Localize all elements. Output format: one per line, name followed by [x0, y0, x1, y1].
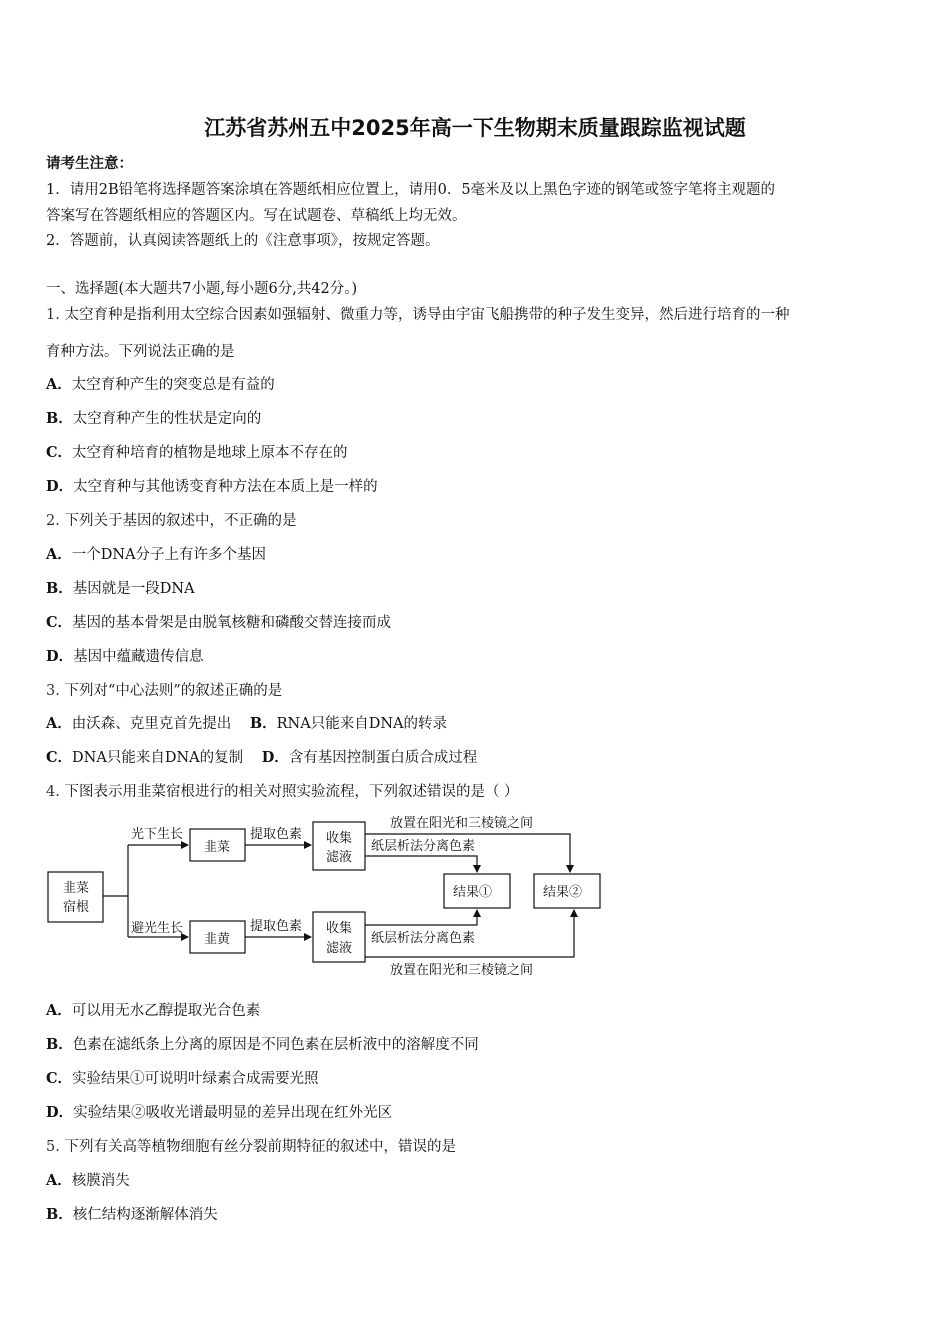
- option-key: A．: [46, 1172, 72, 1189]
- section-heading: 一、选择题(本大题共7小题,每小题6分,共42分。): [46, 281, 358, 297]
- prism-label-top: 放置在阳光和三棱镜之间: [390, 816, 534, 831]
- question-4-option-b: [46, 1033, 479, 1054]
- question-text: 下列关于基因的叙述中，不正确的是: [64, 513, 297, 529]
- collect-label-bottom-line-2: 滤液: [326, 941, 353, 956]
- option-text: 太空育种产生的性状是定向的: [72, 411, 262, 427]
- option-text: 太空育种与其他诱变育种方法在本质上是一样的: [73, 479, 378, 495]
- prism-label-bottom: 放置在阳光和三棱镜之间: [390, 963, 534, 978]
- collect-label-bottom-line-1: 收集: [326, 921, 353, 936]
- option-key: B．: [46, 1036, 73, 1053]
- option-key: D．: [46, 648, 74, 665]
- question-1-stem-continued: 育种方法。下列说法正确的是: [46, 344, 235, 360]
- option-text: 由沃森、克里克首先提出: [71, 716, 232, 732]
- option-text: 一个DNA分子上有许多个基因: [71, 547, 267, 563]
- question-number: 2.: [46, 513, 60, 529]
- option-key: A．: [46, 715, 72, 732]
- extract-label-bottom: 提取色素: [250, 919, 303, 934]
- option-key: C．: [46, 614, 73, 631]
- root-label-line-2: 宿根: [63, 900, 90, 915]
- option-key: C．: [46, 1070, 73, 1087]
- option-text: 核仁结构逐渐解体消失: [72, 1207, 218, 1223]
- question-number: 5.: [46, 1139, 60, 1155]
- option-key: C．: [46, 749, 73, 766]
- branch-line-top: [103, 845, 128, 896]
- option-key: D．: [46, 1104, 74, 1121]
- option-text: 实验结果①可说明叶绿素合成需要光照: [72, 1071, 319, 1087]
- option-text: 实验结果②吸收光谱最明显的差异出现在红外光区: [73, 1105, 393, 1121]
- result-1-label: 结果①: [453, 885, 493, 900]
- bottom-branch-label: 避光生长: [131, 921, 184, 936]
- option-text: 色素在滤纸条上分离的原因是不同色素在层析液中的溶解度不同: [72, 1037, 479, 1053]
- question-text: 下列有关高等植物细胞有丝分裂前期特征的叙述中，错误的是: [64, 1139, 456, 1155]
- option-text: 含有基因控制蛋白质合成过程: [288, 750, 478, 766]
- question-5-option-a: [46, 1169, 130, 1190]
- question-number: 3.: [46, 683, 60, 699]
- option-text: 基因的基本骨架是由脱氧核糖和磷酸交替连接而成: [72, 615, 392, 631]
- option-key: B．: [46, 410, 73, 427]
- question-text: 下列对“中心法则”的叙述正确的是: [64, 683, 283, 699]
- top-branch-label: 光下生长: [131, 827, 184, 842]
- question-5-option-b: [46, 1203, 218, 1224]
- collect-label-top-line-1: 收集: [326, 831, 353, 846]
- option-key: A．: [46, 1002, 72, 1019]
- option-key: D．: [261, 749, 289, 766]
- option-text: 可以用无水乙醇提取光合色素: [71, 1003, 261, 1019]
- extract-label-top: 提取色素: [250, 827, 303, 842]
- option-key: D．: [46, 478, 74, 495]
- arrow-paper-bottom: [365, 910, 477, 925]
- question-number: 1.: [46, 307, 60, 323]
- question-4-option-d: [46, 1101, 392, 1122]
- root-label-line-1: 韭菜: [63, 881, 90, 896]
- notice-heading: 请考生注意：: [46, 155, 133, 172]
- option-text: 太空育种产生的突变总是有益的: [71, 377, 275, 393]
- chive-label: 韭菜: [204, 840, 231, 855]
- notice-item-2: 2．答题前，认真阅读答题纸上的《注意事项》，按规定答题。: [46, 233, 440, 249]
- option-key: C．: [46, 444, 73, 461]
- question-number: 4.: [46, 784, 60, 800]
- option-key: B．: [249, 715, 277, 732]
- notice-item-1-line-1: 1．请用2B铅笔将选择题答案涂填在答题纸相应位置上，请用0．5毫米及以上黑色字迹的钢笔或签字笔将主观题的: [46, 182, 776, 198]
- arrow-paper-top: [365, 856, 477, 872]
- question-text: 下图表示用韭菜宿根进行的相关对照实验流程，下列叙述错误的是（ ）: [64, 784, 519, 800]
- option-key: A．: [46, 546, 72, 563]
- question-4-option-a: [46, 999, 260, 1020]
- option-text: 核膜消失: [71, 1173, 130, 1189]
- paper-label-top: 纸层析法分离色素: [371, 839, 476, 854]
- option-key: A．: [46, 376, 72, 393]
- yellow-chive-label: 韭黄: [204, 932, 231, 947]
- page-title: 江苏省苏州五中2025年高一下生物期末质量跟踪监视试题: [204, 116, 746, 140]
- option-text: 基因中蕴藏遗传信息: [73, 649, 204, 665]
- question-5-stem: [46, 1135, 456, 1156]
- option-text: DNA只能来自DNA的复制: [72, 750, 244, 766]
- notice-item-1-line-2: 答案写在答题纸相应的答题区内。写在试题卷、草稿纸上均无效。: [46, 208, 467, 224]
- question-4-option-c: [46, 1067, 319, 1088]
- option-key: B．: [46, 580, 73, 597]
- option-text: RNA只能来自DNA的转录: [276, 716, 448, 732]
- question-text: 太空育种是指利用太空综合因素如强辐射、微重力等，诱导由宇宙飞船携带的种子发生变异，然后进行培育的一种: [64, 307, 790, 323]
- option-text: 基因就是一段DNA: [72, 581, 195, 597]
- paper-label-bottom: 纸层析法分离色素: [371, 931, 476, 946]
- result-2-label: 结果②: [543, 885, 583, 900]
- option-text: 太空育种培育的植物是地球上原本不存在的: [72, 445, 348, 461]
- collect-label-top-line-2: 滤液: [326, 850, 353, 865]
- option-key: B．: [46, 1206, 73, 1223]
